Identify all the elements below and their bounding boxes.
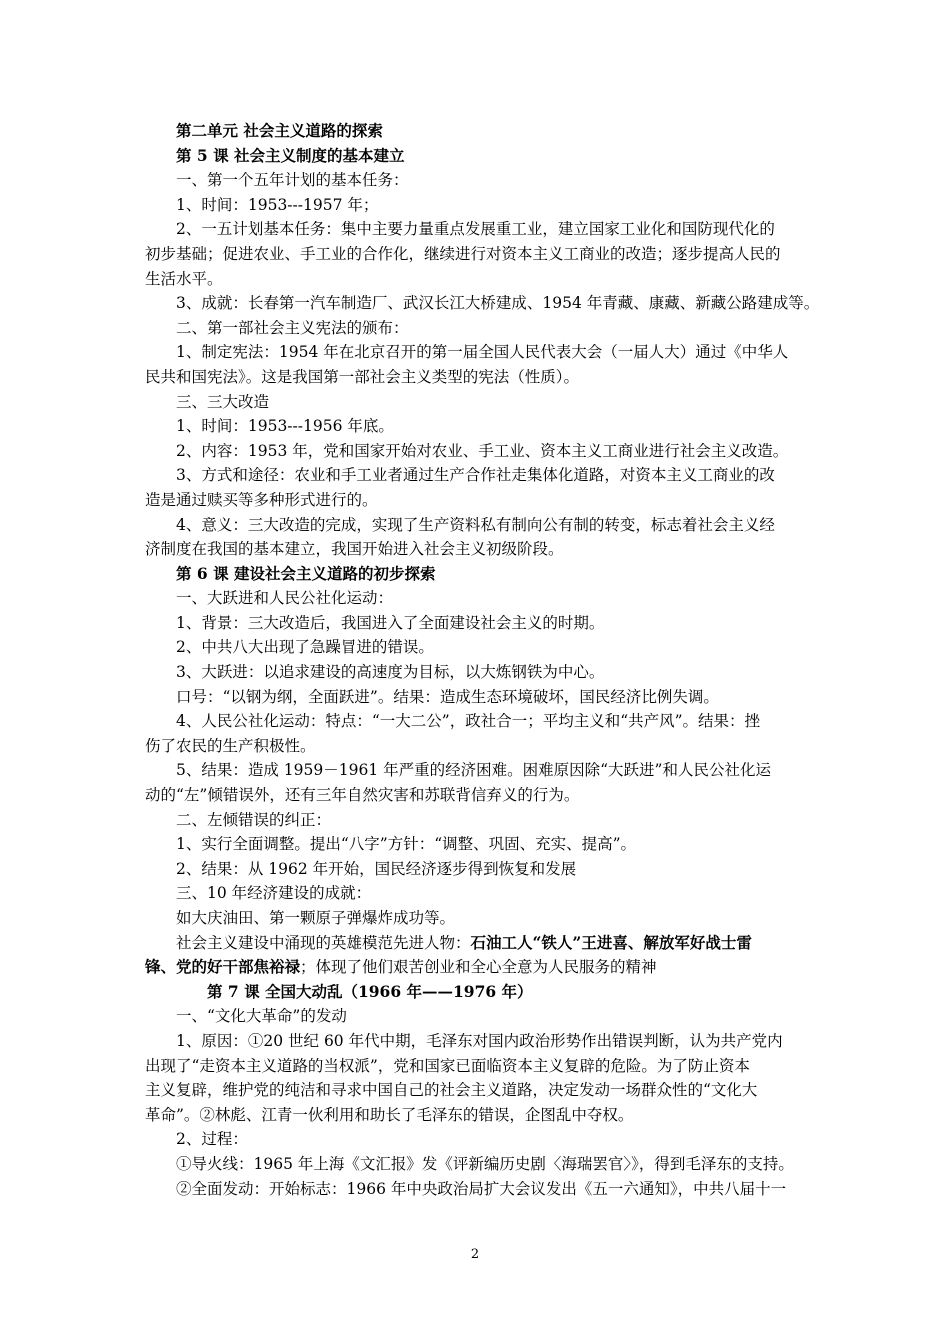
paragraph-line: 口号：“以钢为纲，全面跃进”。结果：造成生态环境破坏，国民经济比例失调。 <box>176 687 719 706</box>
paragraph-line: 1、制定宪法：1954 年在北京召开的第一届全国人民代表大会（一届人大）通过《中华人 <box>176 343 789 362</box>
paragraph-line: 主义复辟，维护党的纯洁和寻求中国自己的社会主义道路，决定发动一场群众性的“文化大 <box>145 1081 758 1100</box>
paragraph-line: 生活水平。 <box>145 269 223 288</box>
bold-emphasis: 锋、党的好干部焦裕禄 <box>145 957 301 977</box>
paragraph-line: 3、成就：长春第一汽车制造厂、武汉长江大桥建成、1954 年青藏、康藏、新藏公路建成等。 <box>176 294 820 313</box>
lesson-heading: 第 6 课 建设社会主义道路的初步探索 <box>176 563 436 583</box>
paragraph-line: 5、结果：造成 1959－1961 年严重的经济困难。困难原因除“大跃进”和人民公社化运 <box>176 761 771 780</box>
section-heading: 一、“文化大革命”的发动 <box>176 1007 347 1026</box>
unit-heading: 第二单元 社会主义道路的探索 <box>176 121 383 140</box>
paragraph-line: 造是通过赎买等多种形式进行的。 <box>145 490 378 509</box>
paragraph-line: ②全面发动：开始标志：1966 年中央政治局扩大会议发出《五一六通知》，中共八届十一 <box>176 1179 787 1198</box>
section-heading: 一、第一个五年计划的基本任务： <box>176 171 409 190</box>
paragraph-line: 2、内容：1953 年，党和国家开始对农业、手工业、资本主义工商业进行社会主义改造。 <box>176 441 789 460</box>
paragraph-line: 1、实行全面调整。提出“八字”方针：“调整、巩固、充实、提高”。 <box>176 835 637 854</box>
section-heading: 二、第一部社会主义宪法的颁布： <box>176 318 409 337</box>
paragraph-line: 2、结果：从 1962 年开始，国民经济逐步得到恢复和发展 <box>176 859 577 878</box>
paragraph-line <box>145 931 815 956</box>
paragraph-line: 1、背景：三大改造后，我国进入了全面建设社会主义的时期。 <box>176 613 605 632</box>
paragraph-line <box>145 955 815 980</box>
section-heading: 三、三大改造 <box>176 392 270 411</box>
paragraph-line: 动的“左”倾错误外，还有三年自然灾害和苏联背信弃义的行为。 <box>145 786 580 805</box>
paragraph-line: 伤了农民的生产积极性。 <box>145 736 316 755</box>
paragraph-line: 济制度在我国的基本建立，我国开始进入社会主义初级阶段。 <box>145 540 564 559</box>
section-heading: 二、左倾错误的纠正： <box>176 810 332 829</box>
paragraph-text: ；体现了他们艰苦创业和全心全意为人民服务的精神 <box>300 958 657 977</box>
paragraph-line: 革命”。②林彪、江青一伙利用和助长了毛泽东的错误，企图乱中夺权。 <box>145 1105 634 1124</box>
paragraph-line: 出现了“走资本主义道路的当权派”，党和国家已面临资本主义复辟的危险。为了防止资本 <box>145 1056 750 1075</box>
paragraph-line: 2、中共八大出现了急躁冒进的错误。 <box>176 638 434 657</box>
section-heading: 三、10 年经济建设的成就： <box>176 884 372 903</box>
paragraph-line: 如大庆油田、第一颗原子弹爆炸成功等。 <box>176 909 456 927</box>
paragraph-line: 3、方式和途径：农业和手工业者通过生产合作社走集体化道路，对资本主义工商业的改 <box>176 466 775 485</box>
paragraph-line: 1、时间：1953---1956 年底。 <box>176 417 394 436</box>
lesson-heading: 第 5 课 社会主义制度的基本建立 <box>176 145 405 165</box>
paragraph-line: 3、大跃进：以追求建设的高速度为目标，以大炼钢铁为中心。 <box>176 663 605 682</box>
paragraph-line: 4、意义：三大改造的完成，实现了生产资料私有制向公有制的转变，标志着社会主义经 <box>176 515 775 534</box>
paragraph-line: ①导火线：1965 年上海《文汇报》发《评新编历史剧〈海瑞罢官〉》，得到毛泽东的支持。 <box>176 1154 794 1173</box>
paragraph-line: 2、过程： <box>176 1130 248 1149</box>
paragraph-line: 4、人民公社化运动：特点：“一大二公”，政社合一；平均主义和“共产风”。结果：挫 <box>176 712 761 731</box>
page-number: 2 <box>470 1247 480 1262</box>
lesson-heading: 第 7 课 全国大动乱（1966 年——1976 年） <box>207 981 533 1001</box>
section-heading: 一、大跃进和人民公社化运动： <box>176 589 394 608</box>
paragraph-line: 1、时间：1953---1957 年； <box>176 195 379 214</box>
bold-emphasis: 石油工人“铁人”王进喜、解放军好战士雷 <box>470 932 752 952</box>
paragraph-text: 社会主义建设中涌现的英雄模范先进人物： <box>176 933 471 952</box>
paragraph-line: 初步基础；促进农业、手工业的合作化，继续进行对资本主义工商业的改造；逐步提高人民的 <box>145 244 781 263</box>
paragraph-line: 1、原因：①20 世纪 60 年代中期，毛泽东对国内政治形势作出错误判断，认为共产党内 <box>176 1031 783 1050</box>
document-body <box>145 119 820 1201</box>
paragraph-line: 民共和国宪法》。这是我国第一部社会主义类型的宪法（性质）。 <box>145 367 580 386</box>
paragraph-line: 2、一五计划基本任务：集中主要力量重点发展重工业，建立国家工业化和国防现代化的 <box>176 220 775 239</box>
